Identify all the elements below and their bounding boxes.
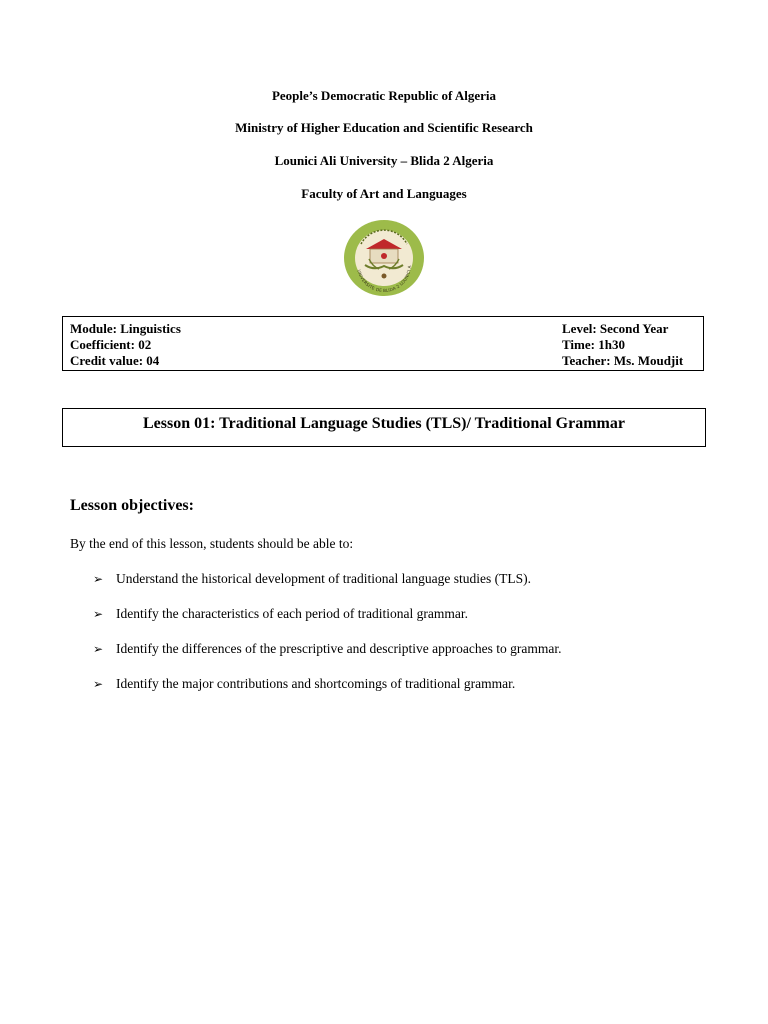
university-logo: [343, 219, 425, 297]
svg-text:UNIVERSITE DE BLIDA 2 LOUNICI: UNIVERSITE DE BLIDA 2 LOUNICI A: [356, 265, 413, 294]
teacher-label: Teacher: Ms. Moudjit: [562, 353, 684, 368]
objective-text: Identify the major contributions and shortcomings of traditional grammar.: [116, 676, 516, 691]
arrow-bullet-icon: ➢: [93, 642, 104, 656]
header-university: Lounici Ali University – Blida 2 Algeria: [274, 153, 494, 168]
level-label: Level: Second Year: [562, 321, 669, 336]
lesson-title-box: [62, 408, 706, 447]
header-country: People’s Democratic Republic of Algeria: [271, 88, 497, 103]
header-faculty: Faculty of Art and Languages: [301, 186, 467, 201]
time-label: Time: 1h30: [562, 337, 625, 352]
objectives-intro: By the end of this lesson, students should be able to:: [70, 536, 354, 551]
objective-text: Identify the differences of the prescriptive and descriptive approaches to grammar.: [116, 641, 562, 656]
arrow-bullet-icon: ➢: [93, 677, 104, 691]
module-label: Module: Linguistics: [70, 321, 181, 336]
arrow-bullet-icon: ➢: [93, 607, 104, 621]
objective-text: Understand the historical development of traditional language studies (TLS).: [116, 571, 532, 586]
arrow-bullet-icon: ➢: [93, 572, 104, 586]
lesson-title: Lesson 01: Traditional Language Studies (TLS)/ Traditional Grammar: [143, 415, 625, 432]
objectives-heading: Lesson objectives:: [70, 497, 194, 514]
header-ministry: Ministry of Higher Education and Scientific Research: [235, 120, 533, 135]
objective-item: [93, 571, 531, 587]
credit-label: Credit value: 04: [70, 353, 160, 368]
objective-item: [93, 676, 515, 692]
objective-item: [93, 641, 561, 657]
objective-item: [93, 606, 468, 622]
coefficient-label: Coefficient: 02: [70, 337, 152, 352]
course-info-box: [62, 316, 704, 371]
objective-text: Identify the characteristics of each period of traditional grammar.: [116, 606, 468, 621]
